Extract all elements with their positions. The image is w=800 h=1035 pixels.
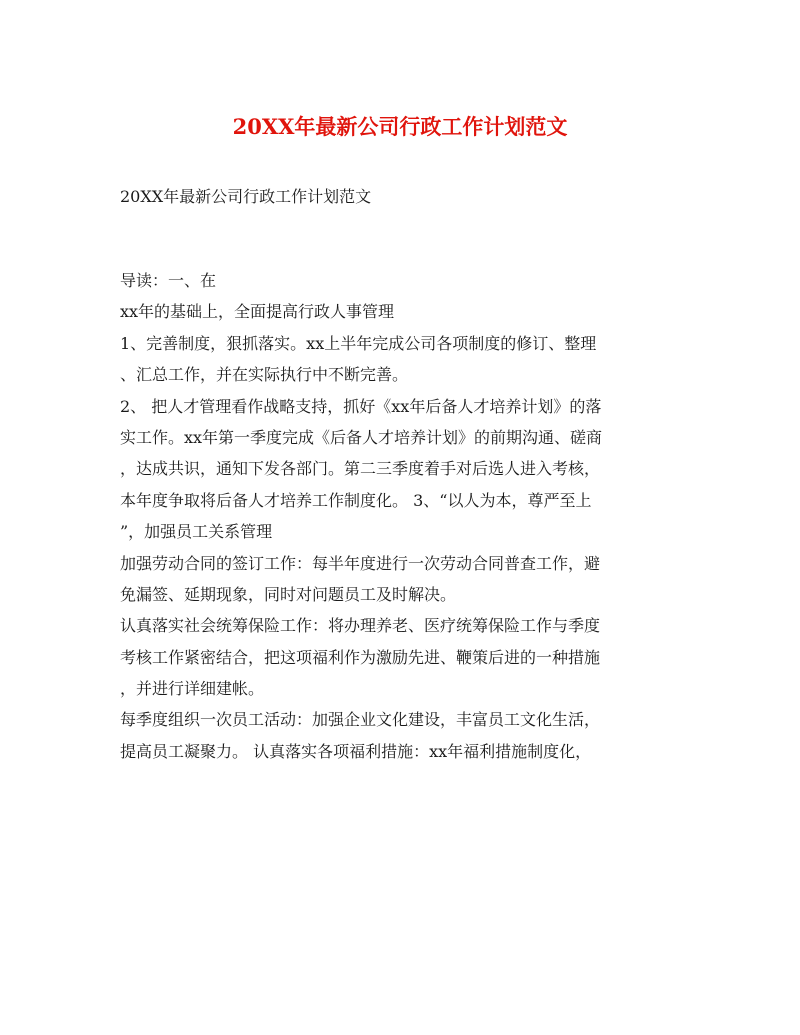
body-line: 实工作。xx年第一季度完成《后备人才培养计划》的前期沟通、磋商	[120, 427, 603, 447]
body-line: 认真落实社会统筹保险工作：将办理养老、医疗统筹保险工作与季度	[120, 616, 601, 636]
body-line: ，达成共识，通知下发各部门。第二三季度着手对后选人进入考核，	[120, 459, 601, 479]
body-line: 本年度争取将后备人才培养工作制度化。 3、“以人为本，尊严至上	[120, 490, 592, 510]
body-line: 1、完善制度，狠抓落实。xx上半年完成公司各项制度的修订、整理	[120, 333, 597, 353]
body-line: 2、 把人才管理看作战略支持，抓好《xx年后备人才培养计划》的落	[120, 396, 602, 416]
body-line: 免漏签、延期现象，同时对问题员工及时解决。	[120, 584, 457, 604]
body-line: ，并进行详细建帐。	[120, 679, 265, 699]
document-subtitle: 20XX年最新公司行政工作计划范文	[120, 187, 372, 206]
body-line: 加强劳动合同的签订工作：每半年度进行一次劳动合同普查工作，避	[120, 553, 601, 573]
document-title: 20XX年最新公司行政工作计划范文	[232, 114, 568, 139]
body-line: 、汇总工作，并在实际执行中不断完善。	[120, 365, 409, 385]
body-line: 导读：一、在	[120, 271, 217, 290]
body-line: 考核工作紧密结合，把这项福利作为激励先进、鞭策后进的一种措施	[120, 647, 601, 667]
document-body	[120, 265, 680, 767]
body-line: xx年的基础上，全面提高行政人事管理	[120, 302, 395, 322]
body-line: ”，加强员工关系管理	[120, 522, 273, 542]
body-line: 提高员工凝聚力。 认真落实各项福利措施：xx年福利措施制度化，	[120, 741, 592, 761]
body-line: 每季度组织一次员工活动：加强企业文化建设，丰富员工文化生活，	[120, 710, 601, 730]
